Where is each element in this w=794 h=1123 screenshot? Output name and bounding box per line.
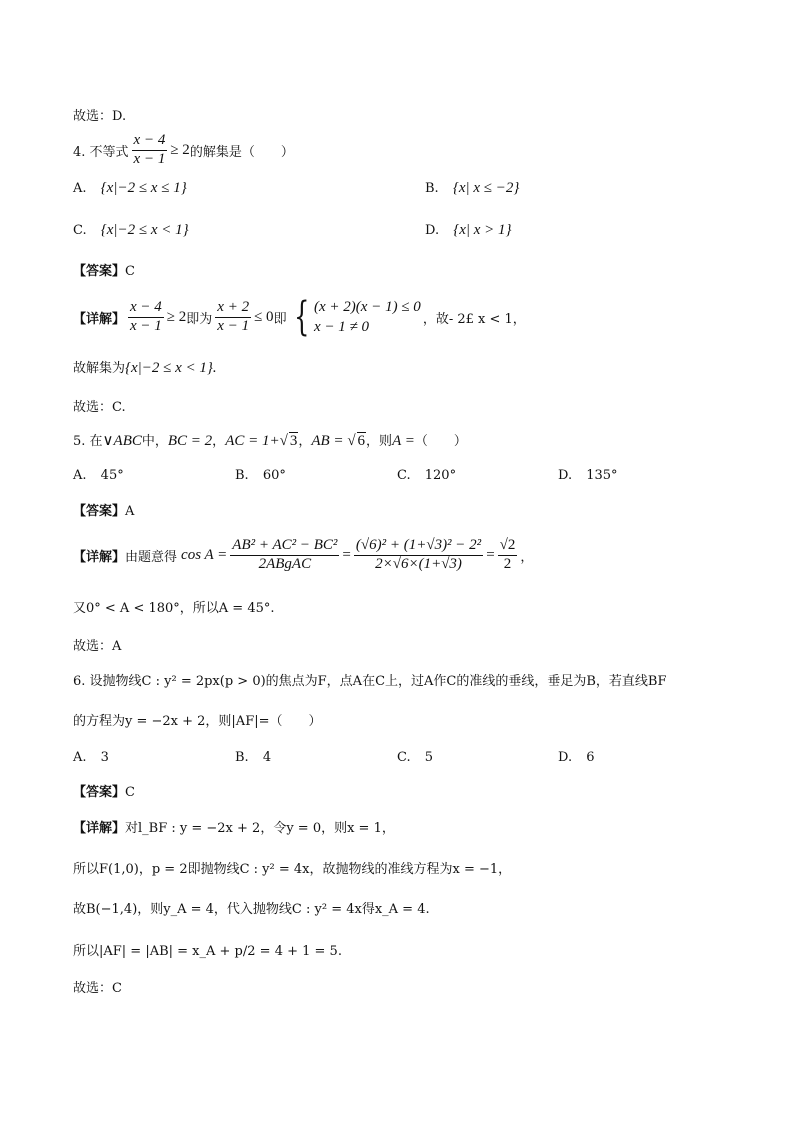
label: C. <box>73 223 87 238</box>
text: 的方程为y = −2x + 2，则|AF|=（ ） <box>73 714 322 729</box>
value: {x|−2 ≤ x < 1}. <box>125 360 217 376</box>
text: 5. 在 <box>73 434 103 449</box>
label: B. <box>235 468 249 483</box>
q5-option-a <box>73 468 124 483</box>
result-denominator: 2 <box>503 555 512 572</box>
answer-value: A <box>125 504 135 519</box>
text: 所以|AF| = |AB| = x_A + p/2 = 4 + 1 = 5. <box>73 944 342 959</box>
system-line-2: x − 1 ≠ 0 <box>314 319 370 335</box>
label: C. <box>397 468 411 483</box>
fraction-numerator: AB² + AC² − BC² <box>230 538 339 556</box>
label: A. <box>73 181 87 196</box>
text: 故选：C <box>73 981 122 996</box>
text: 即为 <box>186 311 213 327</box>
cos-label: cos A = <box>181 546 228 563</box>
question-6-line-2 <box>73 710 733 729</box>
text: （ ） <box>414 434 467 449</box>
text: 故选：A <box>73 639 122 654</box>
q6-option-d <box>558 750 595 765</box>
text: 即 <box>273 311 287 327</box>
detail-label: 【详解】 <box>73 311 126 327</box>
ac: AC = 1+ <box>225 433 280 449</box>
value: {x|−2 ≤ x < 1} <box>100 222 189 238</box>
q4-solution-set <box>73 357 733 377</box>
q4-answer <box>73 260 733 279</box>
value: 45° <box>100 468 124 483</box>
q6-detail-4 <box>73 940 733 959</box>
label: A. <box>73 750 87 765</box>
q6-detail-1 <box>73 817 733 836</box>
value: {x| x ≤ −2} <box>452 180 520 196</box>
q5-detail: 【详解】 由题意得 cos A = $\frac{\text{AB² + AC² − BC²}}{\text{2ABgAC}}$ = $\frac{\text{(√6)² + (1+√3)² − 2²}}{2\times√6\times(1+√3)}$ = $\frac{√2}{2}$ ， <box>73 536 534 572</box>
q5-option-b <box>235 468 286 483</box>
q4-detail: 【详解】 $\frac{x - 4}{x - 1}$ ≥ 2 即为 $\frac{x + 2}{x - 1}$ ≤ 0 即 { (x + 2)(x − 1) ≤ 0 x − 1 ≠ 0 ，故- 2£ x < 1， <box>73 294 526 340</box>
value: {x|−2 ≤ x ≤ 1} <box>100 180 187 196</box>
result-numerator: √2 <box>498 538 518 556</box>
q6-option-b <box>235 750 271 765</box>
q6-answer <box>73 781 733 800</box>
text: ，故- 2£ x < 1， <box>422 311 526 327</box>
system-line-1: (x + 2)(x − 1) ≤ 0 <box>314 298 421 315</box>
detail-label: 【详解】 <box>73 821 126 836</box>
text: 故选：D. <box>73 109 127 124</box>
label: D. <box>558 750 573 765</box>
answer-label: 【答案】 <box>73 785 126 800</box>
value: 60° <box>262 468 286 483</box>
value: 120° <box>424 468 457 483</box>
q4-system: { (x + 2)(x − 1) ≤ 0 x − 1 ≠ 0 <box>293 294 421 340</box>
label: D. <box>558 468 573 483</box>
q4-suffix: 的解集是（ ） <box>189 144 294 160</box>
label: B. <box>425 181 439 196</box>
text: 由题意得 <box>125 549 178 565</box>
q6-final <box>73 977 733 996</box>
label: B. <box>235 750 249 765</box>
target: A = <box>392 433 415 449</box>
text: 故选：C. <box>73 400 126 415</box>
label: C. <box>397 750 411 765</box>
q5-range <box>73 597 733 616</box>
q4-fraction: $\frac{x - 4}{x - 1}$ <box>133 131 166 167</box>
text: 中， <box>141 434 168 449</box>
q6-detail-3 <box>73 898 733 917</box>
q5-final <box>73 635 733 654</box>
prev-answer-line <box>73 105 733 124</box>
label: A. <box>73 468 87 483</box>
answer-value: C <box>125 264 135 279</box>
answer-value: C <box>125 785 135 800</box>
text: ，则 <box>366 434 393 449</box>
q4-option-b <box>425 180 519 197</box>
value: {x| x > 1} <box>453 222 512 238</box>
bc: BC = 2 <box>167 433 213 449</box>
fraction-denominator: 2ABgAC <box>258 555 312 572</box>
q6-option-a <box>73 750 109 765</box>
q4-option-c <box>73 222 189 239</box>
text: 又0° < A < 180°，所以A = 45°. <box>73 601 275 616</box>
text: 对l_BF : y = −2x + 2，令y = 0，则x = 1， <box>125 821 395 836</box>
q6-option-c <box>397 750 433 765</box>
value: 3 <box>100 750 109 765</box>
q4-option-d <box>425 222 512 239</box>
text: 故B(−1,4)，则y_A = 4，代入抛物线C : y² = 4x得x_A = 4. <box>73 902 430 917</box>
value: 6 <box>586 750 595 765</box>
value: 135° <box>586 468 618 483</box>
q6-detail-2 <box>73 858 733 877</box>
question-6-line-1 <box>73 670 733 689</box>
q4-prefix: 4. 不等式 <box>73 144 129 160</box>
q4-option-a <box>73 180 187 197</box>
triangle: ∨ABC <box>102 433 142 449</box>
answer-label: 【答案】 <box>73 264 126 279</box>
answer-label: 【答案】 <box>73 504 126 519</box>
value: 4 <box>262 750 272 765</box>
text: 6. 设抛物线C : y² = 2px(p > 0)的焦点为F，点A在C上，过A作C的准线的垂线，垂足为B，若直线BF <box>73 674 667 689</box>
ab: AB = <box>311 433 348 449</box>
q4-final <box>73 396 733 415</box>
label: D. <box>425 223 440 238</box>
question-5-stem: 5. 在∨ABC中，BC = 2，AC = 1+√ 3，AB = √ 6，则A =（ ） <box>73 433 467 449</box>
q5-answer <box>73 500 733 519</box>
text: 所以F(1,0)，p = 2即抛物线C : y² = 4x，故抛物线的准线方程为x = −1， <box>73 862 512 877</box>
detail-label: 【详解】 <box>73 549 126 565</box>
question-4-stem: 4. 不等式 $\frac{x - 4}{x - 1}$ ≥ 2 的解集是（ ） <box>73 131 294 167</box>
value: 5 <box>424 750 434 765</box>
q5-option-d <box>558 468 618 483</box>
text: 故解集为 <box>73 361 126 376</box>
q5-option-c <box>397 468 456 483</box>
